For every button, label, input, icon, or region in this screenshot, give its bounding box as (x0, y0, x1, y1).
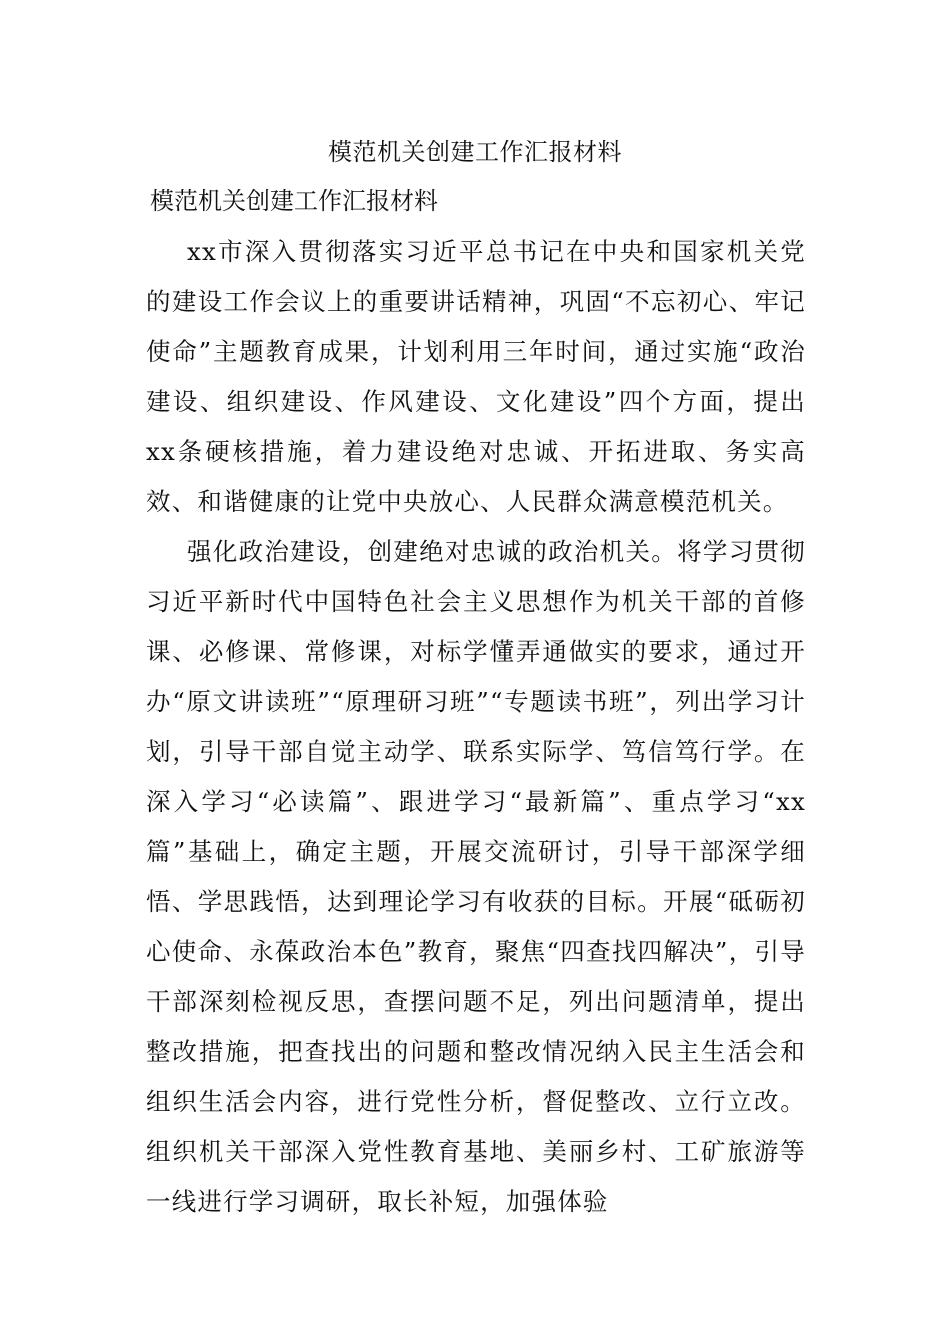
document-subtitle: 模范机关创建工作汇报材料 (150, 187, 438, 215)
paragraph-intro: xx市深入贯彻落实习近平总书记在中央和国家机关党的建设工作会议上的重要讲话精神，巩固“不忘初心、牢记使命”主题教育成果，计划利用三年时间，通过实施“政治建设、组织建设、作风建设、文化建设”四个方面，提出xx条硬核措施，着力建设绝对忠诚、开拓进取、务实高效、和谐健康的让党中央放心、人民群众满意模范机关。 (146, 237, 806, 516)
paragraph-political-construction: 强化政治建设，创建绝对忠诚的政治机关。将学习贯彻习近平新时代中国特色社会主义思想作为机关干部的首修课、必修课、常修课，对标学懂弄通做实的要求，通过开办“原文讲读班”“原理研习班”“专题读书班”，列出学习计划，引导干部自觉主动学、联系实际学、笃信笃行学。在深入学习“必读篇”、跟进学习“最新篇”、重点学习“xx篇”基础上，确定主题，开展交流研讨，引导干部深学细悟、学思践悟，达到理论学习有收获的目标。开展“砥砺初心使命、永葆政治本色”教育，聚焦“四查找四解决”，引导干部深刻检视反思，查摆问题不足，列出问题清单，提出整改措施，把查找出的问题和整改情况纳入民主生活会和组织生活会内容，进行党性分析，督促整改、立行立改。组织机关干部深入党性教育基地、美丽乡村、工矿旅游等一线进行学习调研，取长补短，加强体验 (146, 537, 806, 1216)
document-title: 模范机关创建工作汇报材料 (328, 138, 622, 166)
document-body (146, 181, 806, 1227)
